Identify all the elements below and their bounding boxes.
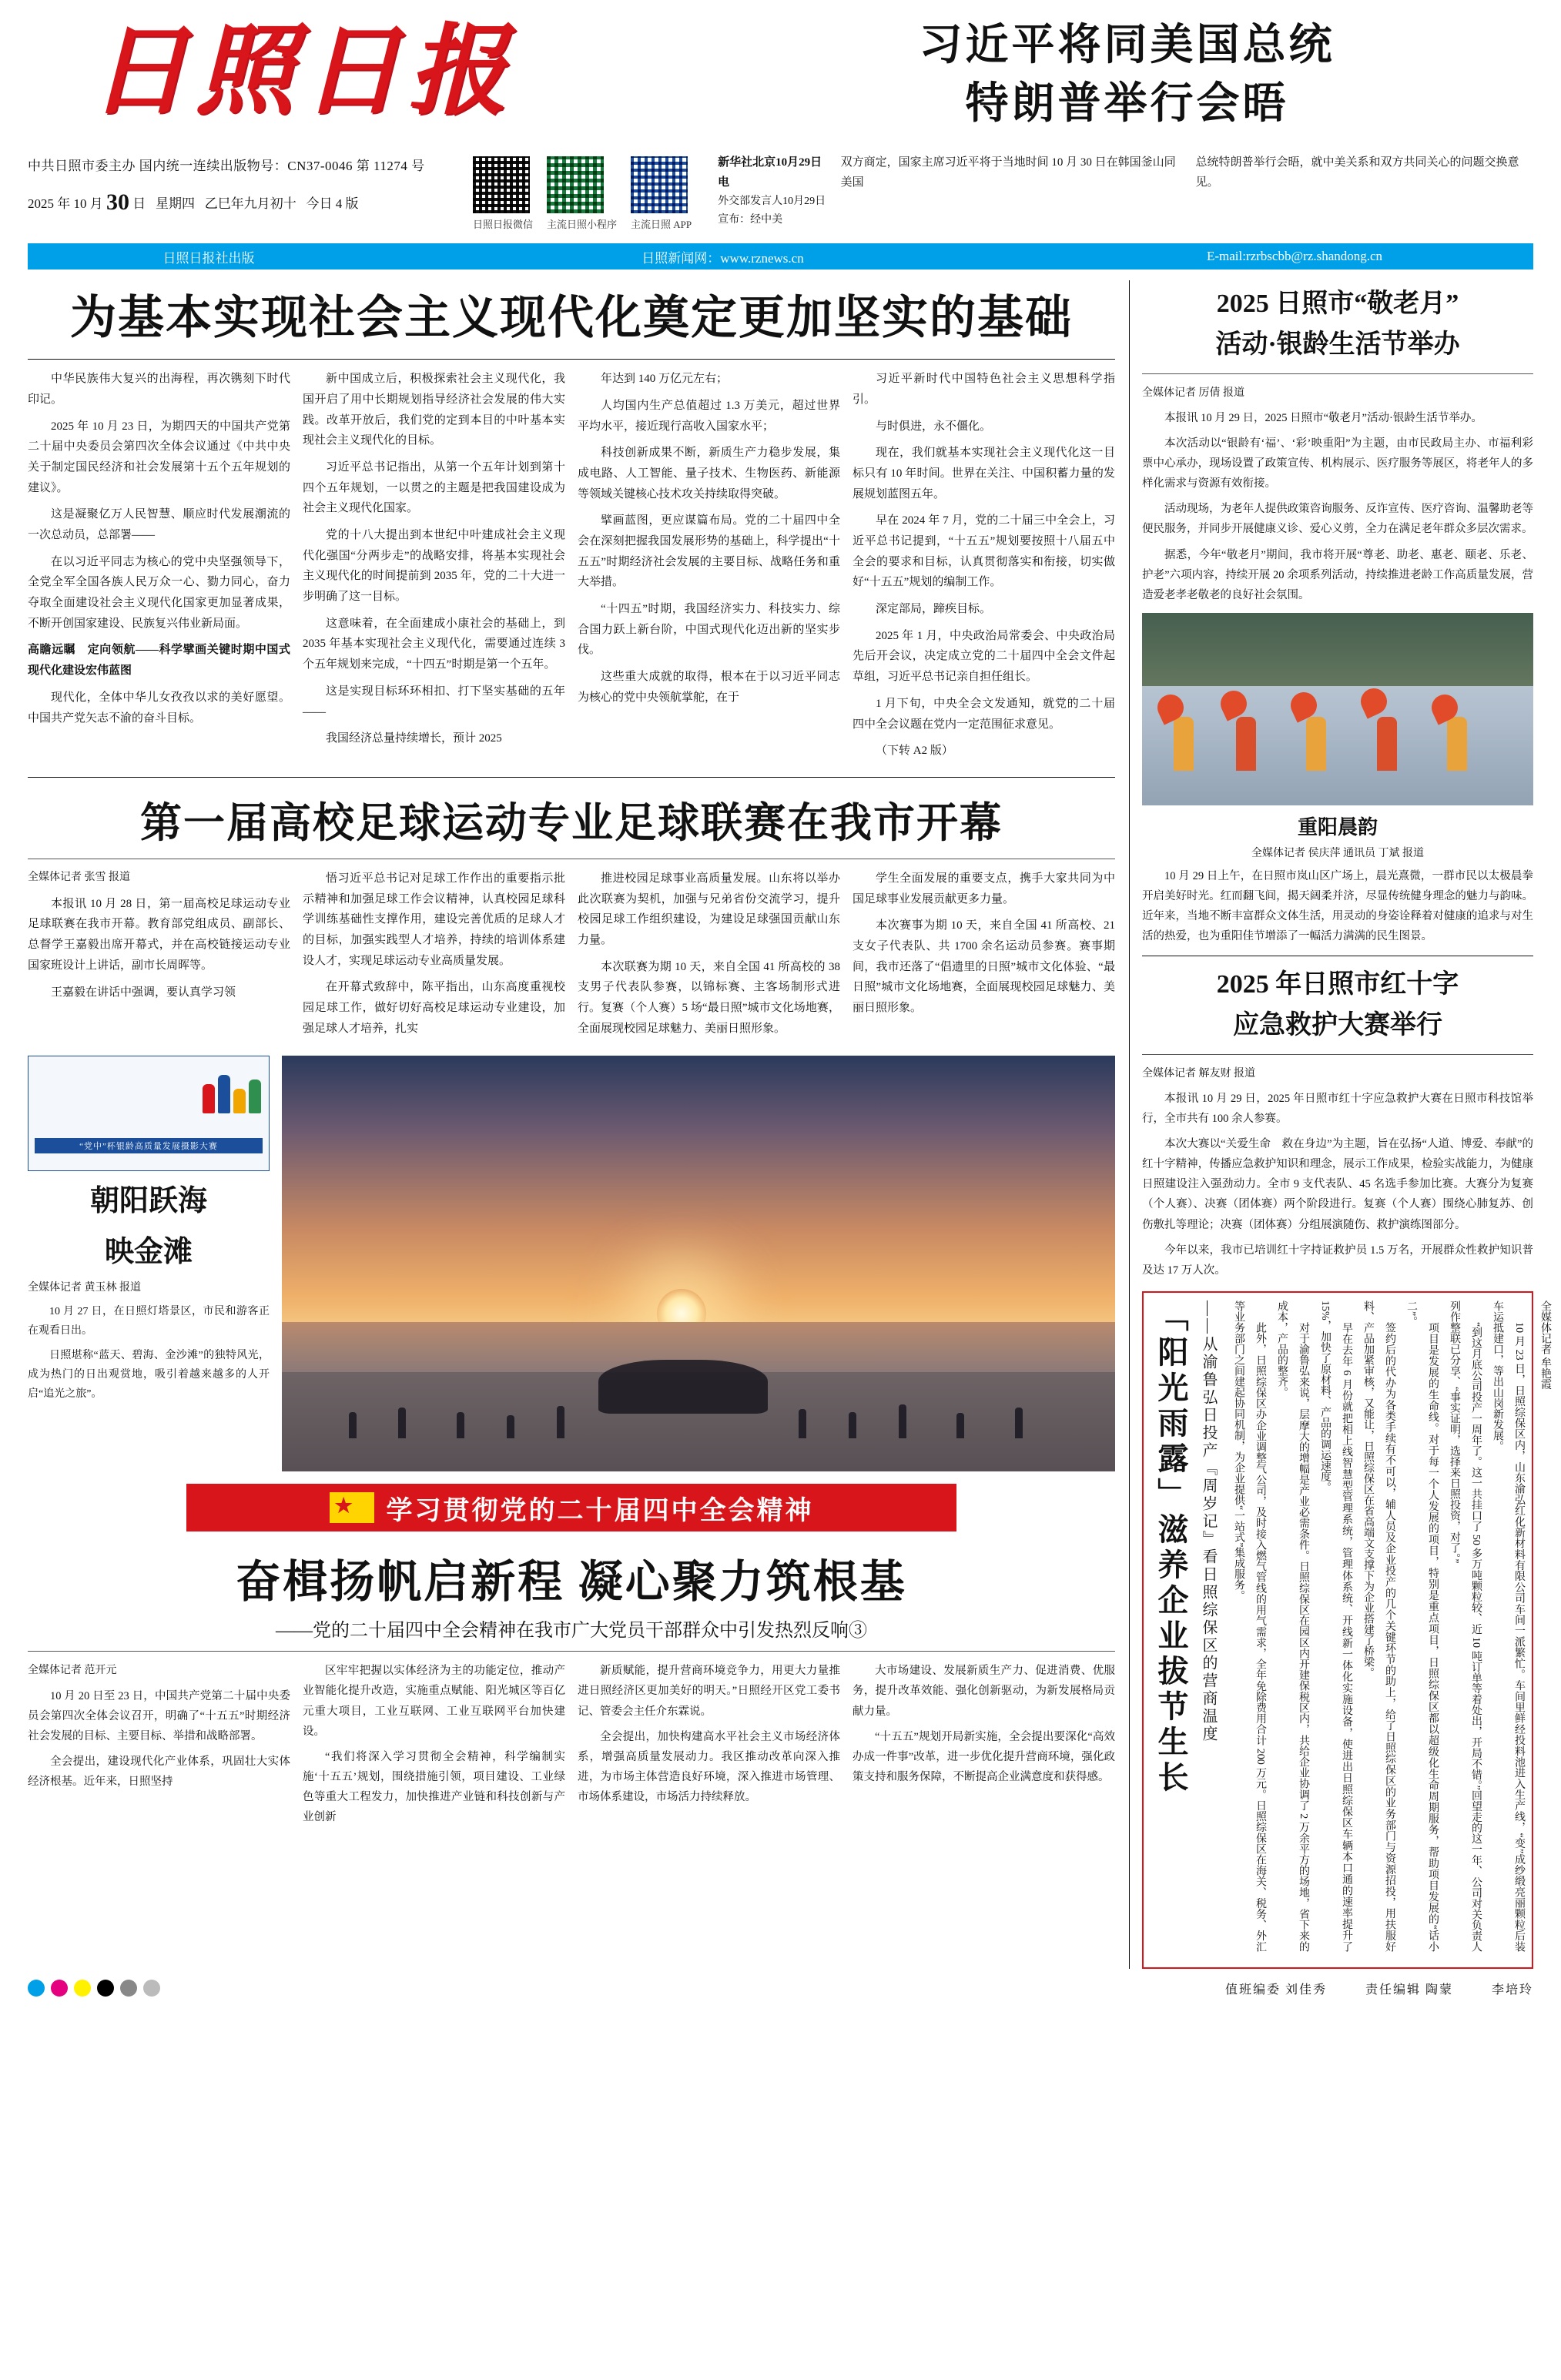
- divider: [28, 1651, 1115, 1652]
- sunset-image: [282, 1056, 1115, 1471]
- xinhua-brief: [692, 153, 1533, 229]
- paragraph: 习近平总书记指出，从第一个五年计划到第十四个五年规划，一以贯之的主题是把我国建设成为社会主义现代化国家。: [303, 460, 565, 515]
- photo-caption-title-2: 映金滩: [104, 1235, 193, 1268]
- paragraph: 深定部局，蹄疾目标。: [876, 603, 992, 616]
- email-label[interactable]: E-mail:rzrbscbb@rz.shandong.cn: [1206, 249, 1383, 264]
- lunar-date: 乙巳年九月初十: [204, 196, 296, 212]
- paragraph: “到这月底公司投产一周年了。这一共挂口了 50 多万吨颗粒较、近 10 吨订单等着处出，开局不错。”回望走的这一年、公司对关负责人列作整联已分享、“事实证明，选择来日照投资，对了。”: [1449, 1300, 1482, 1952]
- paragraph: 现代化，全体中华儿女孜孜以求的美好愿望。中国共产党矢志不渝的奋斗目标。: [28, 691, 290, 725]
- people-icon: [203, 1075, 261, 1113]
- lead-headline-block: [705, 17, 1533, 133]
- right-story1-body: [1142, 383, 1533, 605]
- paragraph: 本报讯 10 月 29 日，2025 日照市“敬老月”活动·银龄生活节举办。: [1164, 411, 1482, 424]
- paragraph: 对于渝鲁弘来说，层摩大的增幅是产业必需条件。日照综保区在园区内开建保税区内，共给企业协调了 2 万余平方的场地，省下来的成本，产品的整齐。: [1276, 1300, 1309, 1952]
- story3-subheadline: ——党的二十届四中全会精神在我市广大党员干部群众中引发热烈反响③: [276, 1621, 867, 1642]
- paragraph: 区牢牢把握以实体经济为主的功能定位，推动产业智能化提升改造，实施重点赋能、阳光城区等百亿元重大项目，工业互联网、工业互联网平台加快建设。: [303, 1665, 565, 1738]
- lead-headline-line1: 习近平将同美国总统: [919, 22, 1335, 69]
- photo-feature: [28, 1056, 1115, 1471]
- tree-layer: [1142, 613, 1533, 686]
- paragraph: 本次联赛为期 10 天，来自全国 41 所高校的 38 支男子代表队参赛，以锦标赛、主客场制形式进行。复赛（个人赛）5 场“最日照”城市文化场地赛，全面展现校园足球魅力、美丽日照形象。: [578, 960, 840, 1035]
- right-story1-title-1: 2025 日照市“敬老月”: [1216, 290, 1459, 319]
- right-column: [1129, 280, 1551, 1969]
- story2-col: [303, 869, 565, 1046]
- story3-col: [578, 1661, 840, 1833]
- contest-ad[interactable]: [28, 1056, 270, 1171]
- qr-item[interactable]: [473, 156, 533, 231]
- byline: 全媒体记者 解友财 报道: [1142, 1067, 1255, 1080]
- divider: [1142, 373, 1533, 374]
- paragraph: 本次活动以“银龄有‘福’、‘彩’映重阳”为主题，由市民政局主办、市福利彩票中心承办，现场设置了政策宣传、机构展示、医疗服务等展区，将老年人的多样化需求与资源有效衔接。: [1142, 437, 1533, 490]
- content-area: [28, 280, 1551, 1969]
- chongyang-photo: [1142, 613, 1533, 805]
- paragraph: 科技创新成果不断，新质生产力稳步发展，集成电路、人工智能、量子技术、生物医药、新能源等领域关键核心技术攻关持续取得突破。: [578, 447, 840, 500]
- vertical-story-body: [1228, 1300, 1529, 1960]
- vertical-story-credit: 全媒体记者 牟艳霞: [1539, 1300, 1551, 1390]
- paragraph: 大市场建设、发展新质生产力、促进消费、优服务，提升改革效能、强化创新驱动，为新发展格局贡献力量。: [853, 1665, 1115, 1718]
- story1-body: [28, 369, 1115, 768]
- paragraph: 中华民族伟大复兴的出海程，再次镌刻下时代印记。: [28, 373, 290, 406]
- qr-code-icon[interactable]: [547, 156, 604, 213]
- paragraph: 在开幕式致辞中，陈平指出，山东高度重视校园足球工作，做好切好高校足球运动专业建设，加强足球人才培养，扎实: [303, 981, 565, 1035]
- masthead: [28, 0, 1533, 133]
- date-line: [28, 179, 459, 226]
- sponsor-line: 中共日照市委主办 国内统一连续出版物号：CN37-0046 第 11274 号: [28, 159, 425, 174]
- paragraph: 推进校园足球事业高质量发展。山东将以举办此次联赛为契机，加强与兄弟省份交流学习，提升校园足球工作组织建设，为建设足球强国贡献山东力量。: [578, 872, 840, 946]
- contest-ad-title: “党中”杯银龄高质量发展摄影大赛: [35, 1138, 263, 1153]
- brief-head: 新华社北京10月29日电: [718, 156, 822, 189]
- paragraph: 与时俱进，永不僵化。: [876, 420, 992, 433]
- divider: [28, 359, 1115, 360]
- qr-code-group: [459, 153, 692, 231]
- newspaper-title: 日照日报: [89, 13, 515, 129]
- right-story2-title-1: 2025 年日照市红十字: [1216, 970, 1459, 999]
- paragraph: 擘画蓝图，更应谋篇布局。党的二十届四中全会在深刻把握我国发展形势的基础上，科学提出“十五五”时期经济社会发展的主要目标、战略任务和重大举措。: [578, 514, 840, 589]
- footer-credits: [320, 1980, 1533, 1997]
- story2-body: [28, 869, 1115, 1046]
- masthead-meta-row: [28, 153, 1533, 231]
- date-suffix: 日: [132, 196, 146, 212]
- date-year: 2025 年 10 月: [28, 196, 103, 212]
- paragraph: 项目是发展的生命线。对于每一个人发展的项目，特别是重点项目，日照综保区都以超级化生命周期服务，帮助项目发展的“话小二”。: [1405, 1300, 1439, 1952]
- byline: 全媒体记者 张雪 报道: [28, 871, 130, 883]
- paragraph: “十四五”时期，我国经济实力、科技实力、综合国力跃上新台阶，中国式现代化迈出新的坚实步伐。: [578, 603, 840, 657]
- paragraph: 这是凝聚亿万人民智慧、顺应时代发展潮流的一次总动员，总部署——: [28, 508, 290, 541]
- paragraph: “我们将深入学习贯彻全会精神，科学编制实施‘十五五’规划，围绕措施引领，项目建设、工业绿色等重大工程发力，加快推进产业链和科技创新与产业创新: [303, 1750, 565, 1824]
- left-column: [28, 280, 1129, 1969]
- qr-code-icon[interactable]: [473, 156, 530, 213]
- paragraph: 党的十八大提出到本世纪中叶建成社会主义现代化强国“分两步走”的战略安排，将基本实现社会主义现代化的时间提前到 2035 年，党的二十大进一步明确了这一目标。: [303, 529, 565, 604]
- byline: 全媒体记者 范开元: [28, 1665, 117, 1677]
- paragraph: 本报讯 10 月 28 日，第一届高校足球运动专业足球联赛在我市开幕。教育部党组成员、副部长、总督学王嘉毅出席开幕式，并在高校链接运动专业国家班设计上讲话，副市长周晖等。: [28, 897, 290, 972]
- paragraph: 新质赋能，提升营商环境竞争力，用更大力量推进日照经济区更加美好的明天。”日照经开区党工委书记、管委会主任介东霖说。: [578, 1665, 840, 1718]
- study-banner: [186, 1484, 956, 1531]
- qr-caption: 主流日照 APP: [631, 219, 692, 231]
- paragraph: 学生全面发展的重要支点，携手大家共同为中国足球事业发展贡献更多力量。: [853, 872, 1115, 905]
- qr-item[interactable]: [547, 156, 617, 231]
- weekday: 星期四: [156, 196, 195, 212]
- paragraph: 新中国成立后，积极探索社会主义现代化，我国开启了用中长期规划指导经济社会发展的伟大实践。改革开放后，我们党的定到本目的中叶基本实现社会主义现代化的目标。: [303, 373, 565, 447]
- paragraph: 10 月 27 日，在日照灯塔景区，市民和游客正在观看日出。: [28, 1306, 270, 1337]
- publisher-label: 日照日报社出版: [162, 250, 255, 266]
- paragraph: 2025 年 10 月 23 日，为期四天的中国共产党第二十届中央委员会第四次全体会议通过《中共中央关于制定国民经济和社会发展第十五个五年规划的建议》。: [28, 420, 290, 494]
- paragraph: 王嘉毅在讲话中强调，要认真学习领: [51, 986, 236, 999]
- paragraph: 据悉，今年“敬老月”期间，我市将开展“尊老、助老、惠老、颐老、乐老、护老”六项内容，持续开展 20 余项系列活动，持续推进老龄工作高质量发展，营造爱老孝老敬老的良好社会氛围。: [1142, 548, 1533, 601]
- paragraph: 此外，日照综保区办企业调整气公司，及时接入燃气管线的用气需求，全年免除费用合计 200 万元。日照综保区在海关、税务、外汇等业务部门之间建起协同机制，为企业提供“一站式”集成服务。: [1233, 1300, 1266, 1952]
- paragraph: 10 月 20 日至 23 日，中国共产党第二十届中央委员会第四次全体会议召开，明确了“十五五”时期经济社会发展的目标、主要目标、举措和战略部署。: [28, 1689, 290, 1742]
- paragraph: 本报讯 10 月 29 日，2025 年日照市红十字应急救护大赛在日照市科技馆举行，全市共有 100 余人参赛。: [1142, 1092, 1533, 1126]
- info-bar: [28, 243, 1533, 269]
- story1-headline: 为基本实现社会主义现代化奠定更加坚实的基础: [70, 293, 1073, 344]
- paragraph: 在以习近平同志为核心的党中央坚强领导下，全党全军全国各族人民万众一心、勠力同心，奋力夺取全面建设社会主义现代化国家更加显著成果，不断开创国家建设、民族复兴伟业新局面。: [28, 555, 290, 630]
- photo-credit: 全媒体记者 侯庆萍 通讯员 丁斌 报道: [1251, 847, 1424, 859]
- story1-col: [303, 369, 565, 768]
- right-story1-title-2: 活动·银龄生活节举办: [1215, 330, 1460, 360]
- vertical-story-subtitle: ——从渝鲁弘日投产『周岁记』看日照综保区的营商温度: [1200, 1300, 1217, 1743]
- responsible-editor: 责任编辑 陶蒙: [1365, 1983, 1453, 1997]
- layout-editor: 李培玲: [1491, 1983, 1533, 1997]
- brief-dateline: [712, 153, 835, 229]
- photo-caption-title-1: 朝阳跃海: [89, 1185, 207, 1218]
- paragraph: 日照堪称“蓝天、碧海、金沙滩”的独特风光，成为热门的日出观赏地，吸引着越来越多的人开启“追光之旅”。: [28, 1349, 270, 1400]
- page-count: 今日 4 版: [306, 196, 359, 212]
- byline: 全媒体记者 黄玉林 报道: [28, 1281, 141, 1294]
- paragraph: 人均国内生产总值超过 1.3 万美元，超过世界平均水平，接近现行高收入国家水平；: [578, 399, 840, 433]
- story3-col: [303, 1661, 565, 1833]
- story1-col: [28, 369, 290, 768]
- story3-headline: 奋楫扬帆启新程 凝心聚力筑根基: [236, 1557, 907, 1608]
- paragraph: 2025 年 1 月，中央政治局常委会、中央政治局先后开会议，决定成立党的二十届四中全会文件起草组，习近平总书记亲自担任组长。: [853, 629, 1115, 684]
- story1-col: [578, 369, 840, 768]
- byline: 全媒体记者 厉倩 报道: [1142, 387, 1244, 399]
- right-story2-title-2: 应急救护大赛举行: [1233, 1011, 1442, 1040]
- color-registration-marks: [28, 1980, 320, 1997]
- divider: [28, 777, 1115, 778]
- qr-code-icon[interactable]: [631, 156, 688, 213]
- crowd-silhouette: [598, 1360, 768, 1414]
- paragraph: 习近平新时代中国特色社会主义思想科学指引。: [853, 373, 1115, 406]
- story3-body: [28, 1661, 1115, 1833]
- paragraph: 这些重大成就的取得，根本在于以习近平同志为核心的党中央领航掌舵，在于: [578, 671, 840, 704]
- paragraph: 活动现场，为老年人提供政策咨询服务、反诈宣传、医疗咨询、温馨助老等便民服务，并同步开展健康义诊、爱心义剪，全力在满足老年群众多层次需求。: [1142, 503, 1533, 536]
- qr-caption: 日照日报微信: [473, 219, 534, 231]
- photo-caption-body: [28, 1278, 270, 1404]
- paragraph: 全会提出，加快构建高水平社会主义市场经济体系，增强高质量发展动力。我区推动改革向深入推进，为市场主体营造良好环境，深入推进市场管理、市场体系建设，市场活力持续释放。: [578, 1730, 840, 1803]
- qr-item[interactable]: [631, 156, 692, 231]
- continued-note[interactable]: （下转 A2 版）: [876, 745, 953, 758]
- study-banner-text: 学习贯彻党的二十届四中全会精神: [386, 1496, 814, 1525]
- date-day: 30: [106, 189, 129, 216]
- qr-caption: 主流日照小程序: [547, 219, 618, 231]
- paragraph: 10 月 29 日上午，在日照市岚山区广场上，晨光熹微，一群市民以太极晨拳开启美好时光。红而翻飞间，揭天阔柔并济，尽显传统健身理念的魅力与韵味。近年来，当地不断丰富群众文体生活，用灵动的身姿诠释着对健康的追求与对生活的热爱，也为重阳佳节增添了一幅活力满满的民生图景。: [1142, 869, 1533, 943]
- vertical-story-title: 「阳光雨露」滋养企业拔节生长: [1154, 1300, 1188, 1796]
- photo-caption-title: 重阳晨韵: [1297, 815, 1378, 839]
- brief-subhead: 外交部发言人10月29日宣布：经中美: [718, 196, 826, 226]
- brief-col: 总统特朗普举行会晤，就中美关系和双方共同关心的问题交换意见。: [1195, 156, 1519, 189]
- party-flag-icon: [330, 1492, 374, 1523]
- paragraph: 本次大赛以“关爱生命 救在身边”为主题，旨在弘扬“人道、博爱、奉献”的红十字精神，传播应急救护知识和理念，展示工作成果，检验实战能力，为健康日照建设注入强劲动力。全市 9 支代表队、45 名选手参加比赛。大赛分为复赛（个人赛）、决赛（团体赛）两个阶段进行。复赛（个人赛）围绕心肺复苏、创伤敷扎等理论；决赛（团体赛）分组展演随伤、救护演练图部分。: [1142, 1138, 1533, 1231]
- website-label[interactable]: 日照新闻网：www.rznews.cn: [641, 250, 804, 266]
- paragraph: 这意味着，在全面建成小康社会的基础上，到 2035 年基本实现社会主义现代化，需要通过连续 3 个五年规划来完成，“十四五”时期是第一个五年。: [303, 617, 565, 671]
- photo-caption-body: [1142, 866, 1533, 946]
- brief-col: 双方商定，国家主席习近平将于当地时间 10 月 30 日在韩国釜山同美国: [840, 156, 1176, 189]
- story3-col: [28, 1661, 290, 1833]
- paragraph: 我国经济总量持续增长，预计 2025: [326, 732, 502, 745]
- lead-headline-line2: 特朗普举行会晤: [965, 79, 1289, 128]
- paragraph: 悟习近平总书记对足球工作作出的重要指示批示精神和加强足球工作会议精神，认真校园足球科学训练基础性支撑作用，建设完善优质的足球人才的目标，加强实践型人才培养，持续的培训体系建设人才，实现足球运动专业高质量发展。: [303, 872, 565, 967]
- paragraph: “十五五”规划开局新实施，全会提出要深化“高效办成一件事”改革，进一步优化提升营商环境，强化政策支持和服务保障，不断提高企业满意度和获得感。: [853, 1730, 1115, 1783]
- story2-headline: 第一届高校足球运动专业足球联赛在我市开幕: [140, 799, 1003, 846]
- story3-col: [853, 1661, 1115, 1833]
- paragraph: 早在去年 6 月份就把相上线智慧型管理系统，管理体系统、开线新一体化实施设备，使进出日照综保区车辆本口通的速率提升了 15%，加快了原材料、产品的调运速度。: [1319, 1300, 1352, 1952]
- paragraph: 年达到 140 万亿元左右；: [601, 373, 729, 386]
- story1-col: [853, 369, 1115, 768]
- paragraph: 签约后的代办为各类手续有不可以，辅人员及企业投产的几个关键环节的助上，给了日照综保区的业务部门与资源招投，用扶服好料、产品加紧审核，又能让，日照综保区在省高端文支撑下为企业搭建了桥梁。: [1362, 1300, 1395, 1952]
- page-footer: [28, 1980, 1533, 2005]
- featured-vertical-story: [1142, 1291, 1551, 1969]
- story2-col: [578, 869, 840, 1046]
- right-story2-body: [1142, 1064, 1533, 1280]
- paragraph: 1 月下旬，中央全会文发通知，就党的二十届四中全会议题在党内一定范围征求意见。: [853, 697, 1115, 731]
- paragraph: 早在 2024 年 7 月，党的二十届三中全会上，习近平总书记提到，“十五五”规划要按照十八届五中全会的要求和目标，认真贯彻落实和衔接，切实做好“十五五”规划的编制工作。: [853, 514, 1115, 589]
- paragraph: 今年以来，我市已培训红十字持证救护员 1.5 万名，开展群众性救护知识普及达 17 万人次。: [1142, 1244, 1533, 1277]
- story2-col: [28, 869, 290, 1046]
- sunset-photo: [282, 1056, 1115, 1471]
- subheading: 高瞻远瞩 定向领航——科学擘画关键时期中国式现代化建设宏伟蓝图: [28, 644, 290, 678]
- paragraph: 全会提出，建设现代化产业体系，巩固壮大实体经济根基。近年来，日照坚持: [28, 1755, 290, 1788]
- paragraph: 10 月 23 日，日照综保区内，山东渝弘红化新材料有限公司车间一派繁忙。车间里鲜经投料池进入生产线，“变”成纱缎亮丽颗粒后装车运抵建口，等出山岗新发展。: [1492, 1300, 1525, 1952]
- story2-col: [853, 869, 1115, 1046]
- duty-editor: 值班编委 刘佳秀: [1224, 1983, 1327, 1997]
- paragraph: 这是实现目标环环相扣、打下坚实基础的五年——: [303, 685, 565, 718]
- photo-sidebar: [28, 1056, 282, 1471]
- divider: [1142, 1054, 1533, 1055]
- paragraph: 本次赛事为期 10 天，来自全国 41 所高校、21 支女子代表队、共 1700 余名运动员参赛。赛事期间，我市还落了“倡遗里的日照”城市文化体验、“最日照”城市文化场地赛，全面展现校园足球魅力、美丽日照形象。: [853, 919, 1115, 1014]
- publication-info: [28, 153, 459, 226]
- paragraph: 现在，我们就基本实现社会主义现代化这一目标只有 10 年时间。世界在关注、中国积蓄力量的发展规划蓝图五年。: [853, 447, 1115, 500]
- newspaper-logo: [28, 13, 705, 129]
